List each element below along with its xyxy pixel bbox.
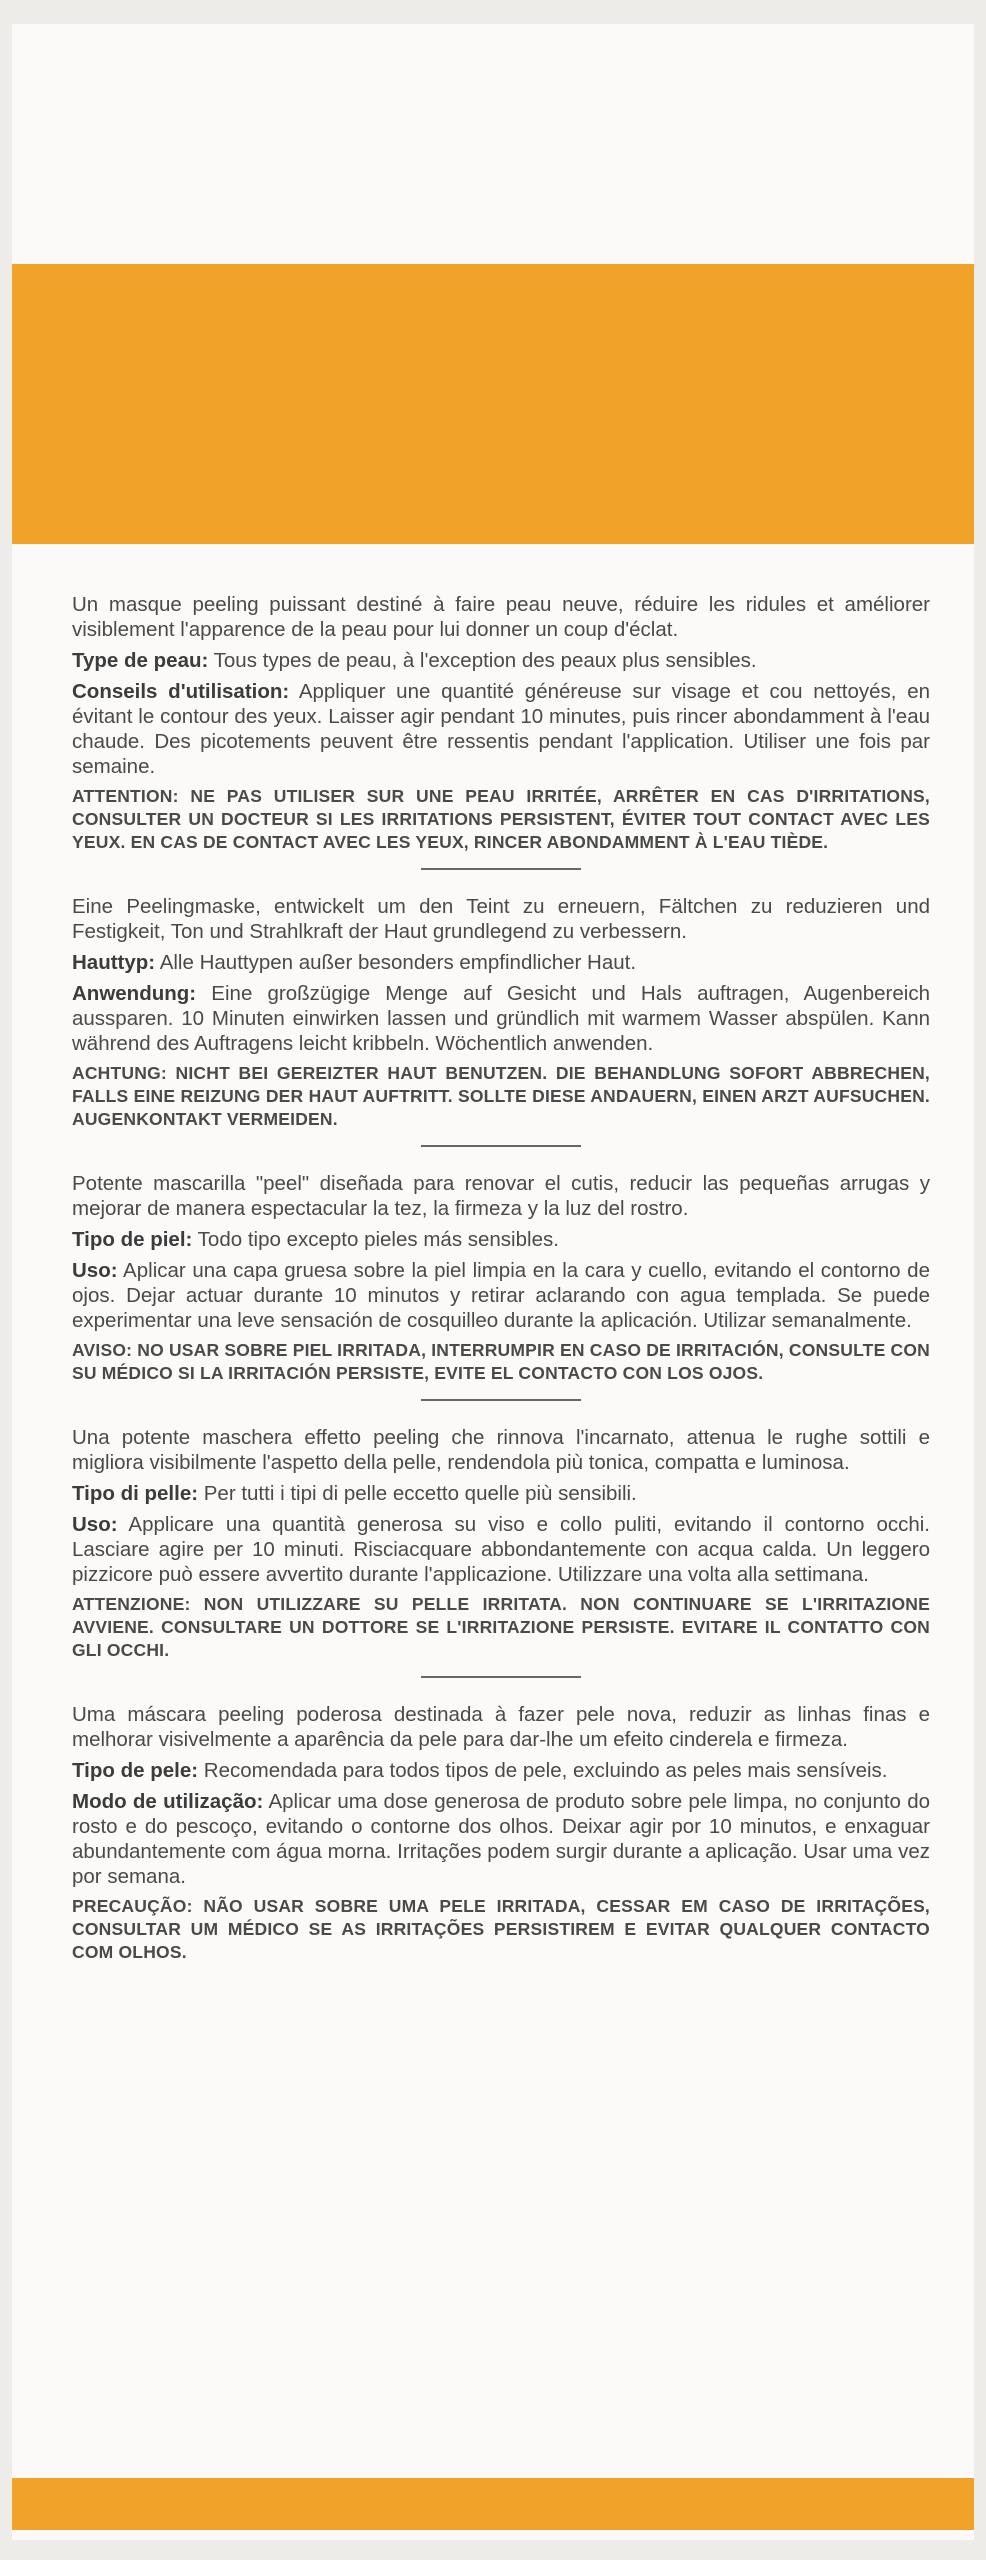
skin-type-text: Per tutti i tipi di pelle eccetto quelle più sensibili. — [198, 1482, 637, 1505]
divider — [421, 1399, 581, 1401]
section-portuguese — [72, 1702, 930, 1964]
usage — [72, 1512, 930, 1587]
section-french — [72, 592, 930, 854]
usage-label: Anwendung: — [72, 982, 197, 1005]
divider — [421, 1676, 581, 1678]
warning-text: PRECAUÇÃO: NÃO USAR SOBRE UMA PELE IRRITADA, CESSAR EM CASO DE IRRITAÇÕES, CONSULTAR UM MÉDICO SE AS IRRITAÇÕES PERSISTIREM E EVITAR QUALQUER CONTACTO COM OLHOS. — [72, 1896, 930, 1962]
section-german — [72, 894, 930, 1131]
skin-type-label: Tipo di pelle: — [72, 1482, 199, 1505]
usage-label: Conseils d'utilisation: — [72, 680, 290, 703]
skin-type-label: Type de peau: — [72, 649, 209, 672]
usage-text: Appliquer une quantité généreuse sur visage et cou nettoyés, en évitant le contour des yeux. Laisser agir pendant 10 minutes, puis rincer abondamment à l'eau chaude. Des picotements peuvent être ressentis pendant l'application. Utiliser une fois par semaine. — [72, 680, 931, 778]
instructions-text — [72, 592, 930, 1964]
skin-type-label: Hauttyp: — [72, 951, 156, 974]
usage-text: Eine großzügige Menge auf Gesicht und Hals auftragen, Augenbereich aussparen. 10 Minuten einwirken lassen und gründlich mit warmem Wasser abspülen. Kann während des Auftragens leicht kribbeln. Wöchentlich anwenden. — [72, 982, 930, 1055]
intro-text: Potente mascarilla "peel" diseñada para renovar el cutis, reducir las pequeñas arrugas y mejorar de manera espectacular la tez, la firmeza y la luz del rostro. — [72, 1172, 930, 1220]
intro-text: Uma máscara peeling poderosa destinada à fazer pele nova, reduzir as linhas finas e melhorar visivelmente a aparência da pele para dar-lhe um efeito cinderela e firmeza. — [72, 1703, 930, 1751]
skin-type-text: Tous types de peau, à l'exception des peaux plus sensibles. — [208, 649, 757, 672]
intro-text: Eine Peelingmaske, entwickelt um den Teint zu erneuern, Fältchen zu reduzieren und Festigkeit, Ton und Strahlkraft der Haut grundlegend zu verbessern. — [72, 895, 930, 943]
intro-text: Un masque peeling puissant destiné à faire peau neuve, réduire les ridules et améliorer visiblement l'apparence de la peau pour lui donner un coup d'éclat. — [72, 593, 930, 641]
skin-type-text: Alle Hauttypen außer besonders empfindlicher Haut. — [155, 951, 637, 974]
skin-type-text: Recomendada para todos tipos de pele, excluindo as peles mais sensíveis. — [198, 1759, 888, 1782]
warning-text: ATTENTION: NE PAS UTILISER SUR UNE PEAU IRRITÉE, ARRÊTER EN CAS D'IRRITATIONS, CONSULTER UN DOCTEUR SI LES IRRITATIONS PERSISTENT, ÉVITER TOUT CONTACT AVEC LES YEUX. EN CAS DE CONTACT AVEC LES YEUX, RINCER ABONDAMMENT À L'EAU TIÈDE. — [72, 786, 930, 852]
usage-text: Aplicar uma dose generosa de produto sobre pele limpa, no conjunto do rosto e do pescoço, evitando o contorne dos olhos. Deixar agir por 10 minutos, e enxaguar abundantemente com água morna. Irritações podem surgir durante a aplicação. Usar uma vez por semana. — [72, 1790, 931, 1888]
usage — [72, 981, 930, 1056]
usage-label: Uso: — [72, 1259, 118, 1282]
divider — [421, 1145, 581, 1147]
skin-type — [72, 950, 930, 975]
section-spanish — [72, 1171, 930, 1385]
warning-text: AVISO: NO USAR SOBRE PIEL IRRITADA, INTERRUMPIR EN CASO DE IRRITACIÓN, CONSULTE CON SU MÉDICO SI LA IRRITACIÓN PERSISTE, EVITE EL CONTACTO CON LOS OJOS. — [72, 1340, 930, 1383]
packaging-panel — [12, 24, 974, 2540]
skin-type — [72, 648, 930, 673]
usage — [72, 1789, 930, 1889]
skin-type-label: Tipo de piel: — [72, 1228, 193, 1251]
usage — [72, 679, 930, 779]
warning-text: ATTENZIONE: NON UTILIZZARE SU PELLE IRRITATA. NON CONTINUARE SE L'IRRITAZIONE AVVIENE. CONSULTARE UN DOTTORE SE L'IRRITAZIONE PERSISTE. EVITARE IL CONTATTO CON GLI OCCHI. — [72, 1594, 930, 1660]
usage — [72, 1258, 930, 1333]
skin-type-label: Tipo de pele: — [72, 1759, 199, 1782]
divider — [421, 868, 581, 870]
skin-type-text: Todo tipo excepto pieles más sensibles. — [192, 1228, 559, 1251]
usage-label: Modo de utilização: — [72, 1790, 264, 1813]
top-orange-band — [12, 264, 974, 544]
section-italian — [72, 1425, 930, 1662]
usage-text: Aplicar una capa gruesa sobre la piel limpia en la cara y cuello, evitando el contorno de ojos. Dejar actuar durante 10 minutos y retirar aclarando con agua templada. Se puede experimentar una leve sensación de cosquilleo durante la aplicación. Utilizar semanalmente. — [72, 1259, 930, 1332]
intro-text: Una potente maschera effetto peeling che rinnova l'incarnato, attenua le rughe sottili e migliora visibilmente l'aspetto della pelle, rendendola più tonica, compatta e luminosa. — [72, 1426, 930, 1474]
warning-text: ACHTUNG: NICHT BEI GEREIZTER HAUT BENUTZEN. DIE BEHANDLUNG SOFORT ABBRECHEN, FALLS EINE REIZUNG DER HAUT AUFTRITT. SOLLTE DIESE ANDAUERN, EINEN ARZT AUFSUCHEN. AUGENKONTAKT VERMEIDEN. — [72, 1063, 930, 1129]
skin-type — [72, 1481, 930, 1506]
skin-type — [72, 1758, 930, 1783]
usage-label: Uso: — [72, 1513, 118, 1536]
usage-text: Applicare una quantità generosa su viso e collo puliti, evitando il contorno occhi. Lasciare agire per 10 minuti. Risciacquare abbondantemente con acqua calda. Un leggero pizzicore può essere avvertito durante l'applicazione. Utilizzare una volta alla settimana. — [72, 1513, 930, 1586]
bottom-orange-band — [12, 2478, 974, 2530]
skin-type — [72, 1227, 930, 1252]
